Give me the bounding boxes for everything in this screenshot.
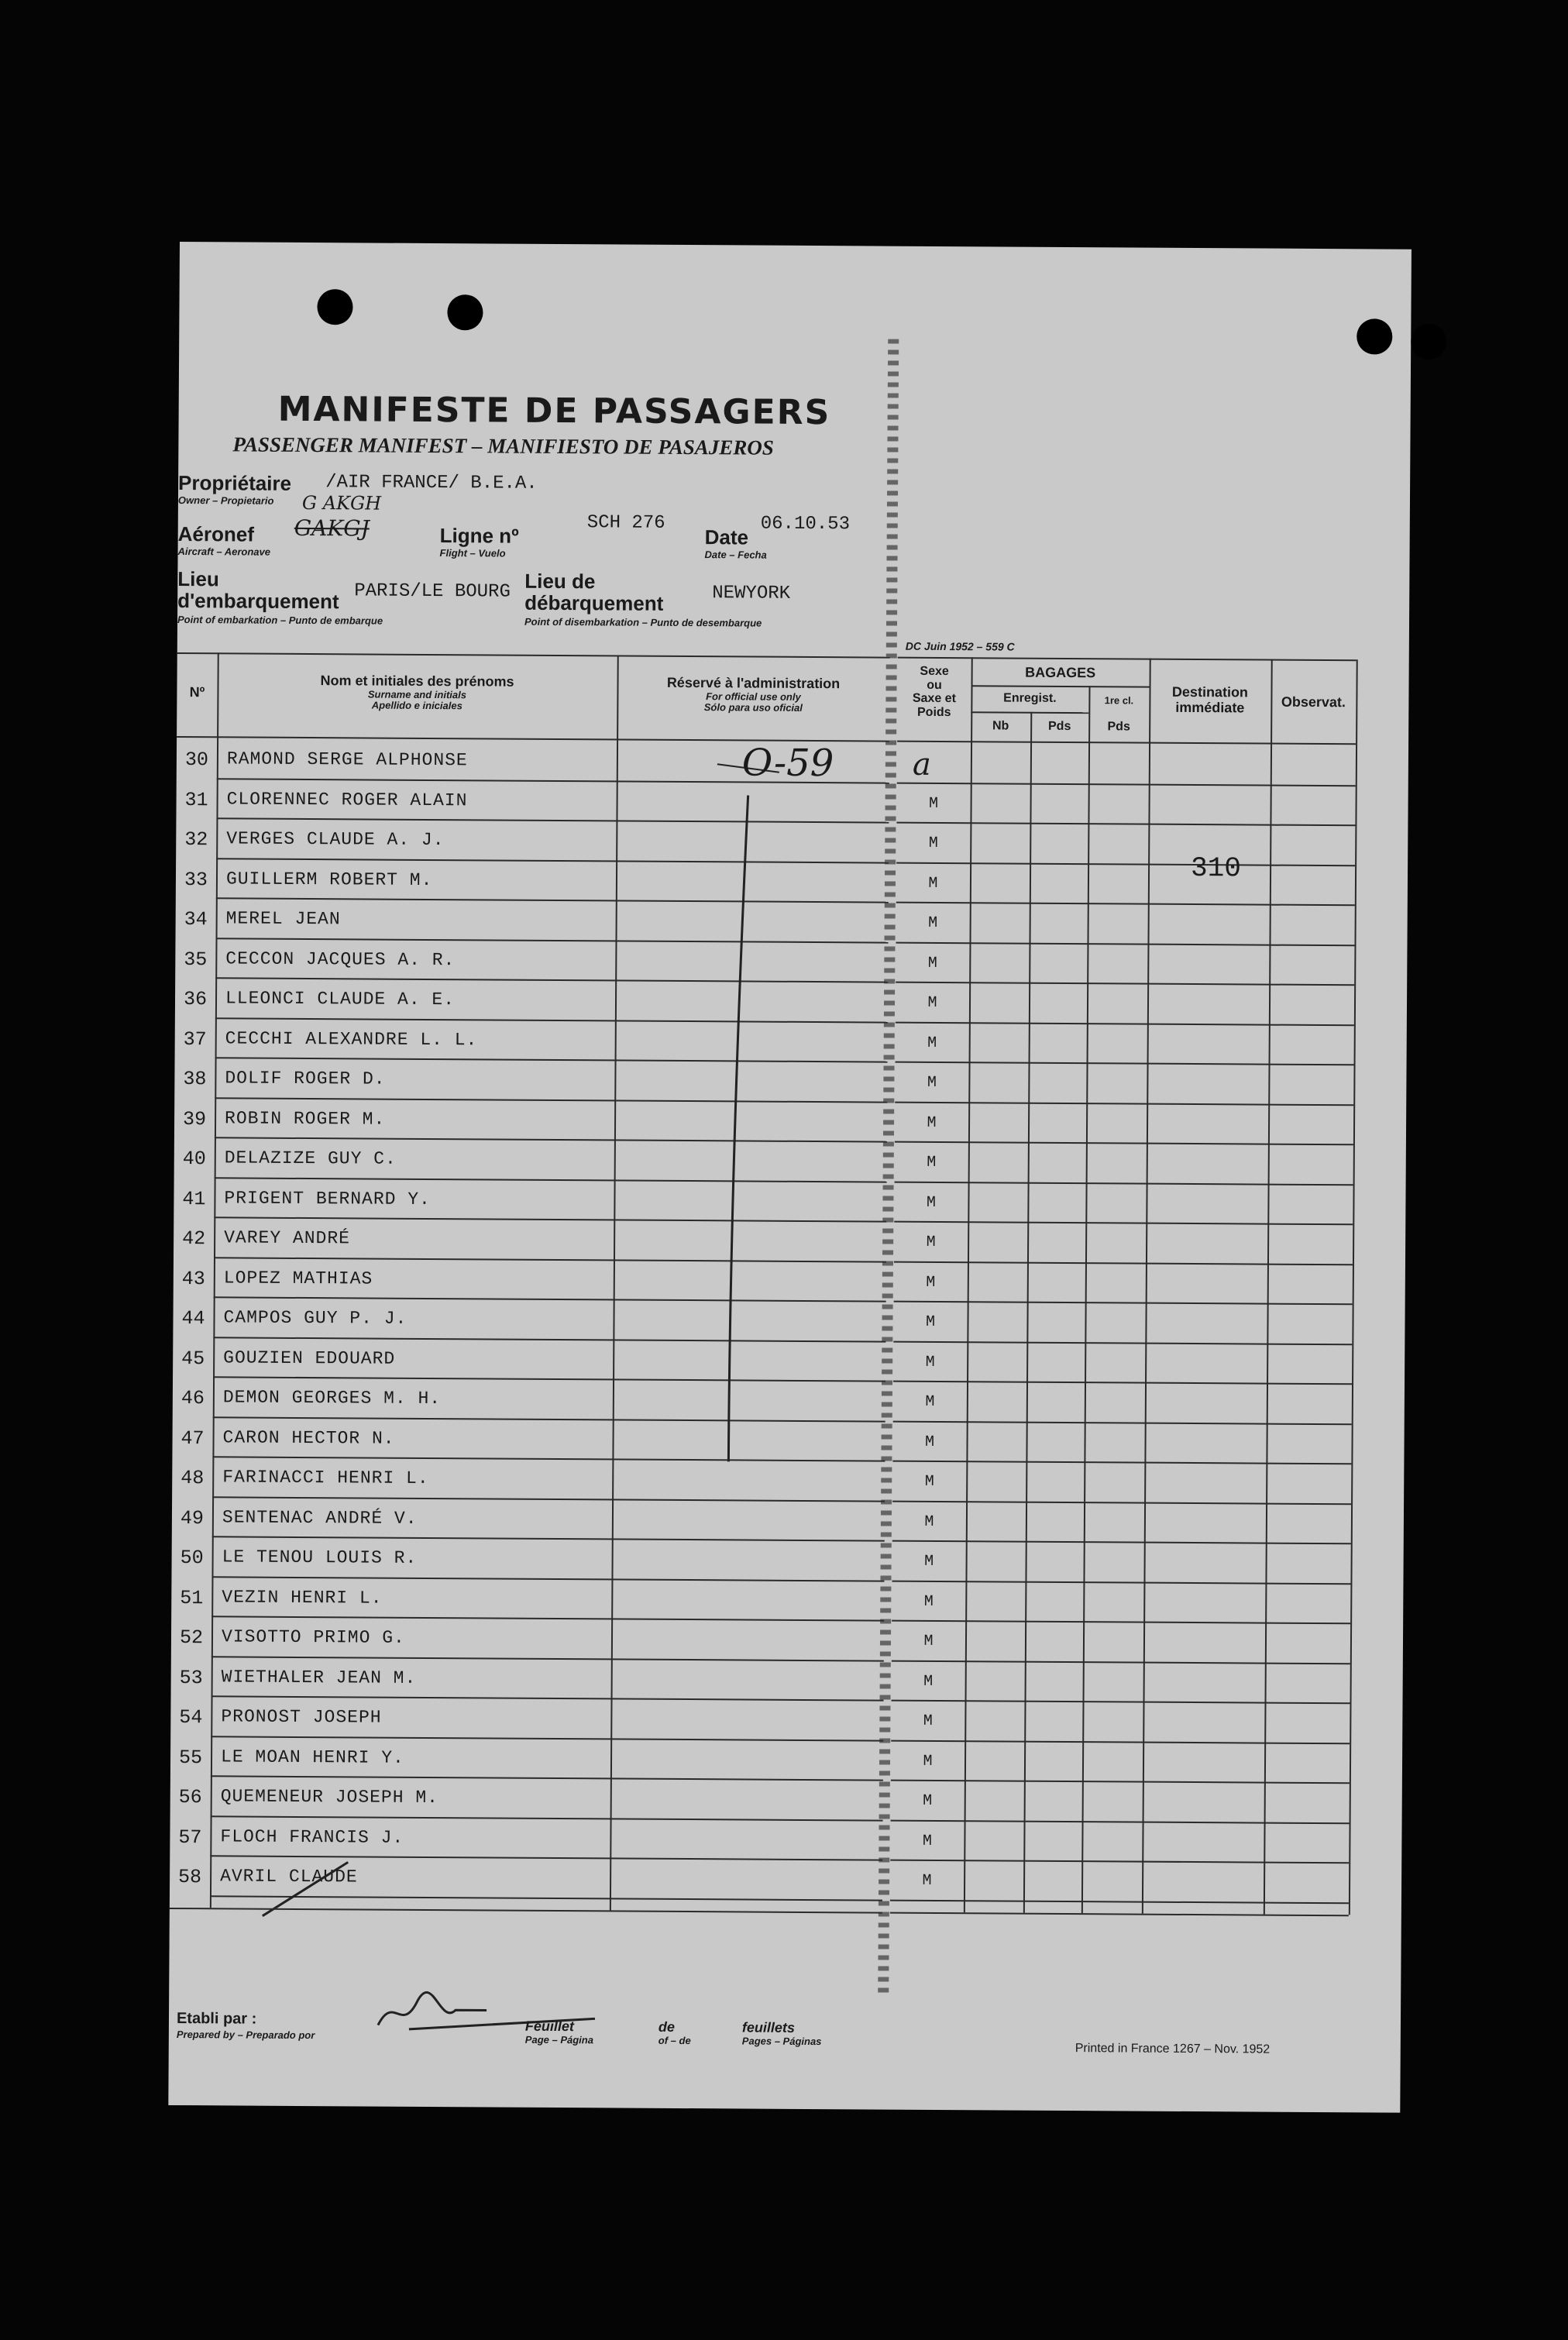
passenger-name: LE MOAN HENRI Y. — [220, 1746, 404, 1768]
passenger-number: 48 — [181, 1467, 205, 1490]
embark-label-1: Lieu — [177, 566, 219, 591]
row-divider — [893, 1420, 1352, 1425]
row-divider — [895, 1181, 1353, 1185]
passenger-number: 45 — [181, 1347, 205, 1370]
punch-hole — [447, 294, 483, 330]
baggage-divider — [971, 685, 1150, 687]
col-header-admin-es: Sólo para uso oficial — [703, 701, 803, 714]
row-divider — [211, 1576, 884, 1581]
col-header-sex — [897, 665, 971, 720]
row-divider — [891, 1819, 1350, 1824]
passenger-number: 46 — [181, 1387, 205, 1410]
col-header-sex-3: Saxe et — [912, 691, 956, 706]
prepared-sublabel: Prepared by – Preparado por — [176, 2029, 315, 2042]
passenger-sex: M — [928, 834, 938, 852]
col-divider — [1023, 712, 1032, 1913]
owner-label: Propriétaire — [178, 470, 292, 495]
flight-label: Ligne nº — [439, 524, 519, 548]
passenger-sex: M — [927, 1073, 937, 1092]
page-subtitle: PASSENGER MANIFEST – MANIFIESTO DE PASAJEROS — [232, 432, 774, 459]
col-header-admin-fr: Réservé à l'administration — [666, 674, 841, 692]
passenger-name: GOUZIEN EDOUARD — [223, 1347, 396, 1369]
owner-value: /AIR FRANCE/ B.E.A. — [325, 472, 538, 494]
passenger-name: VAREY ANDRÉ — [224, 1227, 351, 1249]
passenger-number: 30 — [184, 748, 209, 772]
de-sublabel: of – de — [658, 2034, 691, 2047]
passenger-number: 34 — [184, 908, 208, 931]
disembark-label-1: Lieu de — [524, 569, 596, 594]
row-divider — [211, 1775, 883, 1781]
row-divider — [211, 1616, 884, 1621]
passenger-name: ROBIN ROGER M. — [225, 1107, 386, 1130]
owner-handwritten: G AKGH — [301, 491, 382, 514]
passenger-sex: M — [928, 874, 938, 893]
col-divider — [1142, 659, 1151, 1914]
embark-value: PARIS/LE BOURG — [354, 580, 511, 603]
passenger-sex: M — [924, 1472, 934, 1491]
passenger-sex: M — [927, 1034, 937, 1052]
passenger-sex: M — [927, 1113, 937, 1132]
table-bottom-border — [890, 1912, 1349, 1917]
punch-hole — [1357, 318, 1392, 354]
passenger-number: 35 — [184, 948, 208, 971]
manifest-left-panel — [168, 242, 892, 2110]
row-divider — [896, 982, 1354, 986]
passenger-sex: M — [927, 993, 937, 1012]
passenger-name: FARINACCI HENRI L. — [222, 1467, 429, 1488]
passenger-number: 41 — [182, 1187, 206, 1210]
col-header-name-en: Surname and initials — [367, 688, 467, 701]
table-header-border — [897, 741, 1356, 745]
admin-annotation-line — [612, 748, 880, 1470]
row-divider — [896, 1062, 1354, 1066]
row-divider — [892, 1700, 1350, 1705]
row-divider — [212, 1536, 885, 1541]
feuillets-sublabel: Pages – Páginas — [741, 2035, 822, 2048]
passenger-name: CECCHI ALEXANDRE L. L. — [225, 1027, 478, 1050]
punch-hole — [1411, 324, 1446, 360]
row-divider — [211, 1656, 884, 1661]
row-divider — [893, 1340, 1352, 1345]
passenger-number: 40 — [182, 1148, 206, 1171]
row-divider — [891, 1780, 1350, 1784]
aircraft-value: GAKGJ — [294, 514, 370, 542]
passenger-sex: M — [923, 1752, 933, 1770]
strike-line — [255, 1854, 364, 1925]
passenger-name: PRONOST JOSEPH — [221, 1706, 382, 1728]
col-header-name — [217, 673, 617, 713]
row-divider — [211, 1695, 884, 1701]
passenger-number: 55 — [178, 1746, 203, 1769]
sex-mark: a — [912, 746, 931, 783]
feuillet-sublabel: Page – Página — [524, 2033, 594, 2046]
disembark-value: NEWYORK — [712, 583, 791, 604]
col-header-sex-2: ou — [927, 678, 942, 692]
passenger-sex: M — [923, 1712, 933, 1730]
row-divider — [895, 1141, 1353, 1146]
date-sublabel: Date – Fecha — [704, 549, 767, 561]
passenger-number: 31 — [184, 788, 208, 811]
passenger-sex: M — [927, 954, 937, 972]
embark-sublabel: Point of embarkation – Punto de embarque — [177, 613, 383, 627]
row-divider — [896, 1021, 1354, 1026]
row-divider — [893, 1381, 1352, 1385]
col-divider — [1264, 659, 1273, 1915]
passenger-sex: M — [926, 1233, 936, 1251]
punch-hole — [317, 289, 352, 325]
passenger-name: CAMPOS GUY P. J. — [223, 1307, 407, 1329]
form-code: DC Juin 1952 – 559 C — [905, 639, 1015, 653]
row-divider — [894, 1301, 1353, 1306]
passenger-sex: M — [923, 1791, 933, 1810]
printed-note: Printed in France 1267 – Nov. 1952 — [1075, 2042, 1271, 2056]
row-divider — [895, 1101, 1353, 1106]
disembark-sublabel: Point of disembarkation – Punto de desembarque — [524, 615, 762, 629]
passenger-name: LE TENOU LOUIS R. — [222, 1547, 418, 1568]
page-title: MANIFESTE DE PASSAGERS — [277, 389, 831, 433]
col-header-name-es: Apellido e iniciales — [371, 699, 462, 712]
passenger-sex: M — [924, 1552, 934, 1571]
col-header-destination — [1149, 685, 1271, 717]
admin-mark: O-59 — [741, 741, 834, 786]
passenger-number: 38 — [183, 1068, 207, 1091]
passenger-number: 58 — [178, 1866, 202, 1889]
passenger-sex: M — [924, 1433, 935, 1451]
row-divider — [212, 1496, 885, 1502]
row-divider — [890, 1860, 1349, 1864]
passenger-number: 37 — [183, 1027, 207, 1051]
passenger-number: 57 — [178, 1826, 202, 1849]
passenger-name: SENTENAC ANDRÉ V. — [222, 1506, 418, 1529]
passenger-name: WIETHALER JEAN M. — [221, 1666, 417, 1688]
col-header-admin — [617, 675, 889, 714]
row-divider — [897, 782, 1356, 786]
row-divider — [894, 1221, 1353, 1226]
manifest-right-panel — [889, 246, 1412, 2113]
passenger-number: 50 — [180, 1547, 204, 1570]
passenger-sex: M — [923, 1672, 934, 1691]
passenger-number: 36 — [183, 988, 208, 1011]
row-divider — [896, 862, 1355, 866]
passenger-name: DEMON GEORGES M. H. — [222, 1387, 442, 1409]
row-divider — [211, 1736, 883, 1741]
col-header-no: Nº — [189, 684, 205, 700]
col-header-registered: Enregist. — [1003, 691, 1057, 705]
passenger-name: DELAZIZE GUY C. — [224, 1148, 397, 1169]
feuillets-label: feuillets — [741, 2019, 796, 2035]
passenger-sex: M — [923, 1592, 934, 1611]
row-divider — [892, 1540, 1351, 1545]
row-divider — [892, 1461, 1351, 1465]
passenger-name: VISOTTO PRIMO G. — [221, 1626, 405, 1648]
row-divider — [211, 1815, 883, 1821]
passenger-number: 47 — [181, 1426, 205, 1450]
owner-sublabel: Owner – Propietario — [177, 494, 274, 507]
col-header-name-fr: Nom et initiales des prénoms — [320, 673, 514, 690]
passenger-sex: M — [926, 1193, 937, 1212]
col-header-sex-4: Poids — [916, 705, 951, 719]
row-divider — [896, 902, 1355, 907]
disembark-label-2: débarquement — [524, 590, 664, 615]
passenger-name: AVRIL CLAUDE — [220, 1866, 358, 1887]
col-header-observ: Observat. — [1281, 693, 1346, 711]
row-divider — [892, 1620, 1350, 1625]
embark-label-2: d'embarquement — [177, 588, 339, 614]
col-header-admin-en: For official use only — [706, 690, 801, 703]
flight-sublabel: Flight – Vuelo — [439, 547, 506, 559]
passenger-name: RAMOND SERGE ALPHONSE — [226, 748, 468, 771]
passenger-number: 56 — [178, 1786, 202, 1809]
passenger-number: 43 — [181, 1267, 205, 1290]
passenger-sex: M — [929, 794, 939, 813]
table-top-border — [898, 657, 1357, 662]
passenger-sex: M — [925, 1392, 935, 1411]
passenger-sex: M — [926, 1273, 936, 1292]
passenger-sex: M — [922, 1871, 932, 1890]
col-header-nb: Nb — [992, 719, 1009, 733]
destination-mark: 310 — [1190, 852, 1242, 885]
aircraft-sublabel: Aircraft – Aeronave — [177, 545, 271, 558]
passenger-number: 53 — [179, 1666, 203, 1689]
feuillet-label: Feuillet — [524, 2018, 575, 2035]
date-value: 06.10.53 — [760, 513, 851, 535]
passenger-name: MEREL JEAN — [225, 908, 341, 930]
flight-value: SCH 276 — [586, 512, 665, 534]
table-top-border — [177, 652, 890, 659]
col-header-first-class: 1re cl. — [1104, 694, 1134, 707]
row-divider — [894, 1261, 1353, 1265]
passenger-name: CARON HECTOR N. — [222, 1426, 395, 1449]
passenger-name: FLOCH FRANCIS J. — [220, 1826, 404, 1848]
passenger-number: 39 — [182, 1107, 207, 1130]
row-divider — [892, 1660, 1350, 1664]
row-divider — [890, 1899, 1349, 1904]
col-header-pds2: Pds — [1107, 720, 1130, 734]
passenger-name: GUILLERM ROBERT M. — [225, 868, 433, 890]
passenger-number: 52 — [179, 1626, 204, 1650]
aircraft-label: Aéronef — [177, 521, 255, 546]
row-divider — [892, 1580, 1350, 1585]
passenger-name: LOPEZ MATHIAS — [223, 1267, 373, 1289]
table-row-right — [900, 246, 1412, 249]
col-header-sex-1: Sexe — [920, 664, 949, 679]
col-header-pds: Pds — [1047, 719, 1071, 734]
col-divider — [1349, 659, 1358, 1915]
passenger-number: 44 — [181, 1307, 205, 1330]
passenger-sex: M — [924, 1512, 934, 1531]
de-label: de — [658, 2018, 676, 2035]
passenger-sex: M — [925, 1313, 936, 1331]
passenger-name: VERGES CLAUDE A. J. — [226, 828, 445, 851]
col-header-baggage: BAGAGES — [1025, 664, 1096, 681]
manifest-sheet — [168, 242, 1412, 2113]
passenger-sex: M — [925, 1353, 935, 1371]
passenger-number: 51 — [180, 1586, 204, 1609]
passenger-sex: M — [928, 914, 938, 932]
date-label: Date — [704, 525, 749, 549]
passenger-number: 32 — [184, 828, 208, 852]
passenger-name: QUEMENEUR JOSEPH M. — [220, 1786, 439, 1808]
row-divider — [896, 822, 1355, 827]
passenger-sex: M — [923, 1632, 934, 1650]
prepared-label: Etabli par : — [176, 2010, 257, 2028]
col-header-destination-1: Destination — [1171, 683, 1249, 700]
row-divider — [891, 1740, 1350, 1744]
col-divider — [1081, 686, 1091, 1913]
passenger-name: CECCON JACQUES A. R. — [225, 948, 456, 970]
passenger-sex: M — [927, 1153, 937, 1172]
row-divider — [896, 941, 1354, 946]
passenger-name: PRIGENT BERNARD Y. — [224, 1187, 431, 1210]
passenger-name: DOLIF ROGER D. — [225, 1068, 386, 1089]
passenger-sex: M — [922, 1832, 932, 1850]
col-header-destination-2: immédiate — [1175, 699, 1245, 716]
passenger-name: VEZIN HENRI L. — [222, 1586, 383, 1609]
passenger-name: CLORENNEC ROGER ALAIN — [226, 788, 468, 810]
passenger-name: LLEONCI CLAUDE A. E. — [225, 988, 456, 1010]
passenger-number: 54 — [179, 1706, 203, 1729]
passenger-number: 49 — [180, 1506, 205, 1530]
row-divider — [892, 1500, 1351, 1505]
passenger-number: 42 — [182, 1227, 206, 1251]
passenger-number: 33 — [184, 868, 208, 891]
